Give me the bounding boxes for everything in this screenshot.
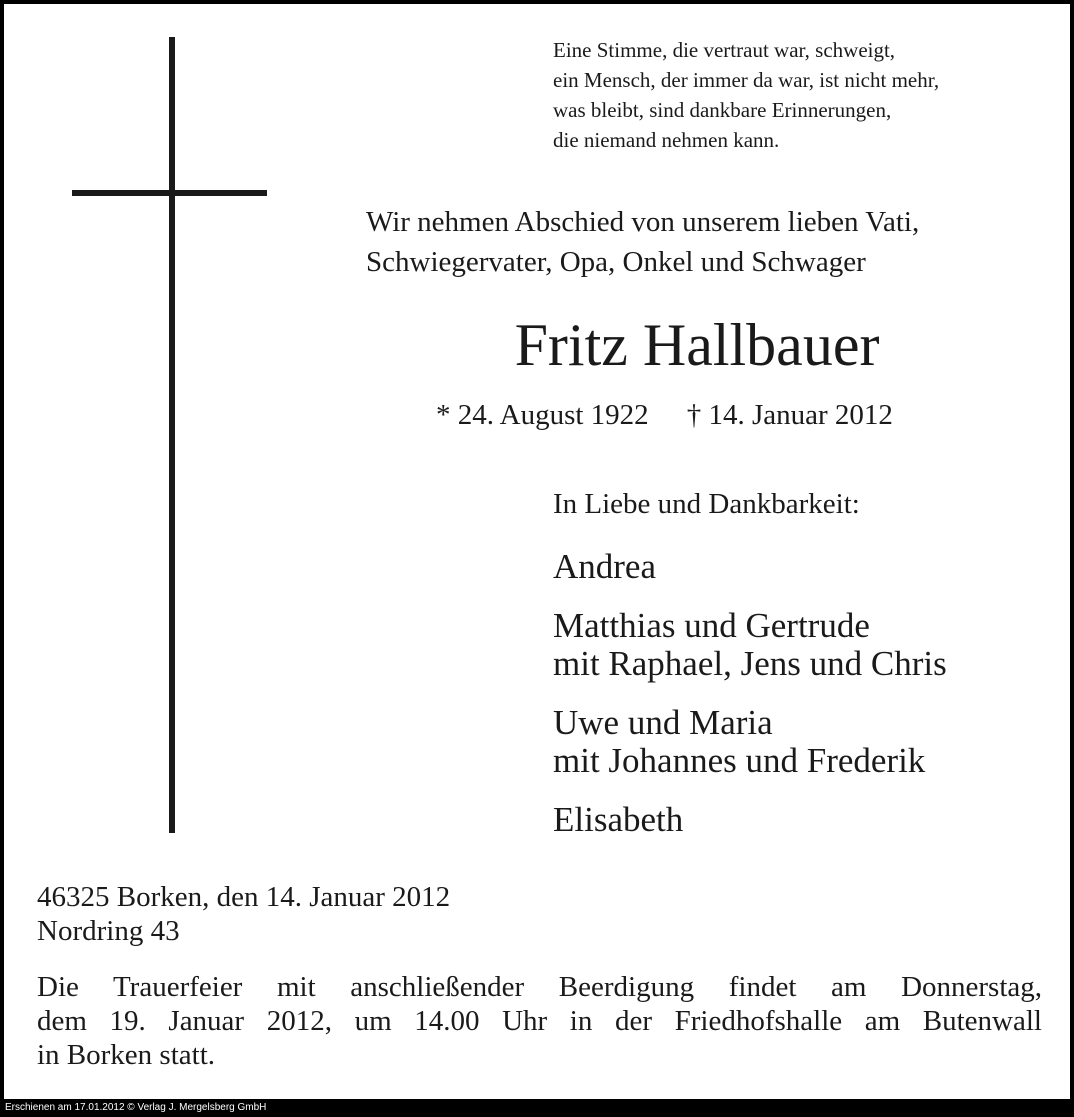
- memorial-poem: [553, 35, 1053, 155]
- life-dates: [436, 396, 893, 434]
- service-line: in Borken statt.: [37, 1039, 216, 1071]
- family-group: [553, 607, 1053, 683]
- intro-line: Wir nehmen Abschied von unserem lieben Vati,: [366, 206, 920, 238]
- poem-line: ein Mensch, der immer da war, ist nicht mehr,: [553, 68, 940, 92]
- mourners-section: [553, 484, 1053, 860]
- family-line: Andrea: [553, 547, 657, 586]
- family-line: mit Raphael, Jens und Chris: [553, 644, 947, 683]
- family-line: Matthias und Gertrude: [553, 606, 870, 645]
- cross-horizontal-beam: [72, 190, 267, 196]
- poem-line: Eine Stimme, die vertraut war, schweigt,: [553, 38, 896, 62]
- poem-line: was bleibt, sind dankbare Erinnerungen,: [553, 98, 892, 122]
- death-date: † 14. Januar 2012: [686, 399, 893, 431]
- mourners-lead: In Liebe und Dankbarkeit:: [553, 488, 860, 520]
- address-block: [37, 880, 450, 948]
- family-line: mit Johannes und Frederik: [553, 741, 926, 780]
- birth-date: * 24. August 1922: [436, 399, 649, 431]
- address-line: 46325 Borken, den 14. Januar 2012: [37, 881, 451, 913]
- deceased-name: Fritz Hallbauer: [514, 312, 880, 378]
- funeral-service-info: [37, 970, 1042, 1072]
- publication-footer: Erschienen am 17.01.2012 © Verlag J. Mergelsberg GmbH: [5, 1102, 267, 1113]
- service-line: Die Trauerfeier mit anschließender Beerdigung findet am Donnerstag,: [37, 971, 1042, 1003]
- farewell-intro: [366, 202, 919, 282]
- family-group: [553, 704, 1053, 780]
- address-line: Nordring 43: [37, 915, 180, 947]
- family-group: [553, 801, 1053, 839]
- family-group: [553, 548, 1053, 586]
- intro-line: Schwiegervater, Opa, Onkel und Schwager: [366, 246, 866, 278]
- cross-vertical-beam: [169, 37, 175, 833]
- service-line: dem 19. Januar 2012, um 14.00 Uhr in der Friedhofshalle am Butenwall: [37, 1005, 1042, 1037]
- family-line: Elisabeth: [553, 800, 684, 839]
- family-line: Uwe und Maria: [553, 703, 773, 742]
- poem-line: die niemand nehmen kann.: [553, 128, 780, 152]
